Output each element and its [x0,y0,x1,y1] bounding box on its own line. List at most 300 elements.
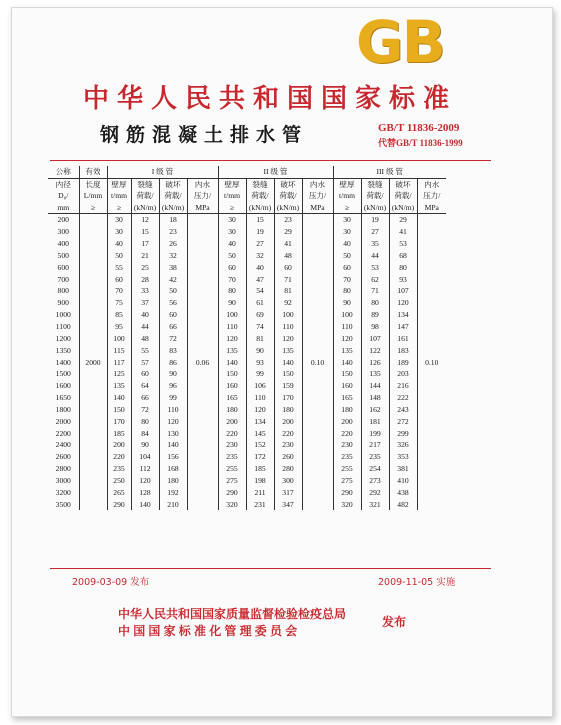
cell-break-load: 168 [159,463,187,475]
header-pressure: 内水 [302,178,333,190]
cell-break-load: 48 [274,250,302,262]
header-crack-kn: (kN/m) [246,202,274,214]
cell-break-load: 260 [274,451,302,463]
cell-water-pressure [302,238,333,250]
cell-crack-load: 40 [131,309,159,321]
cell-diameter: 2600 [55,452,71,462]
cell-wall-thickness: 220 [218,427,246,439]
cell-wall-thickness: 235 [218,451,246,463]
cell-break-load: 243 [389,404,417,416]
cell-water-pressure [417,214,446,226]
cell-crack-load: 122 [361,344,389,356]
cell-water-pressure [417,439,446,451]
cell-crack-load: 181 [361,415,389,427]
cell-break-load: 180 [274,404,302,416]
cell-water-pressure [187,439,218,451]
cell-break-load: 183 [389,344,417,356]
header-length-2: 长度 [79,178,107,190]
cell-crack-load: 54 [246,285,274,297]
cell-effective-length [79,261,107,273]
cell-crack-load: 321 [361,498,389,510]
cell-diameter: 900 [57,298,69,308]
cell-crack-load: 144 [361,380,389,392]
cell-wall-thickness: 90 [218,297,246,309]
cell-break-load: 220 [274,427,302,439]
table-row [48,451,446,463]
header-wall: 壁厚 [333,178,361,190]
header-break-kn: (kN/m) [159,202,187,214]
cell-crack-load: 74 [246,321,274,333]
cell-break-load: 68 [389,250,417,262]
cell-water-pressure [187,498,218,510]
cell-wall-thickness: 265 [107,486,131,498]
cell-break-load: 438 [389,486,417,498]
cell-crack-load: 106 [246,380,274,392]
cell-break-load: 192 [159,486,187,498]
cell-wall-thickness: 60 [107,273,131,285]
cell-wall-thickness: 290 [218,486,246,498]
cell-break-load: 210 [159,498,187,510]
cell-crack-load: 145 [246,427,274,439]
product-title: 钢筋混凝土排水管 [100,124,309,146]
issuer-aqsiq: 中华人民共和国国家质量监督检验检疫总局 [118,607,347,621]
cell-break-load: 170 [274,392,302,404]
header-wall-unit: t/mm [218,190,246,202]
cell-wall-thickness: 320 [333,498,361,510]
cell-break-load: 120 [159,415,187,427]
cell-break-load: 130 [159,427,187,439]
cell-wall-thickness: 150 [218,368,246,380]
cell-water-pressure [187,238,218,250]
cell-crack-load: 112 [131,463,159,475]
table-row [48,332,446,344]
cell-wall-thickness: 275 [333,475,361,487]
cell-diameter: 500 [57,250,69,260]
issue-date: 2009-03-09 发布 [72,577,150,588]
cell-effective-length [79,463,107,475]
header-pressure-unit: 压力/ [187,190,218,202]
header-crack-unit: 荷载/ [361,190,389,202]
cell-break-load: 93 [389,273,417,285]
cell-crack-load: 98 [361,321,389,333]
header-crack-kn: (kN/m) [361,202,389,214]
cell-diameter: 1000 [55,310,71,320]
cell-crack-load: 44 [131,321,159,333]
cell-water-pressure [417,475,446,487]
cell-crack-load: 231 [246,498,274,510]
header-diameter-2: 内径 [55,179,71,189]
cell-crack-load: 60 [131,368,159,380]
header-pressure-mpa: MPa [302,202,333,214]
cell-wall-thickness: 150 [107,404,131,416]
cell-break-load: 140 [274,356,302,368]
cell-water-pressure [187,285,218,297]
cell-wall-thickness: 85 [107,309,131,321]
cell-crack-load: 81 [246,332,274,344]
table-row [48,427,446,439]
cell-break-load: 38 [159,261,187,273]
cell-crack-load: 33 [131,285,159,297]
cell-break-load: 86 [159,356,187,368]
cell-wall-thickness: 200 [333,415,361,427]
cell-diameter: 400 [57,239,69,249]
header-break-unit: 荷载/ [274,190,302,202]
cell-wall-thickness: 255 [333,463,361,475]
table-row [48,226,446,238]
cell-effective-length [79,344,107,356]
cell-water-pressure [417,273,446,285]
cell-water-pressure: 0.10 [417,356,446,368]
header-crack: 裂缝 [131,178,159,190]
cell-water-pressure [187,368,218,380]
cell-wall-thickness: 160 [218,380,246,392]
cell-diameter: 800 [57,286,69,296]
cell-wall-thickness: 110 [333,321,361,333]
cell-effective-length [79,415,107,427]
cell-diameter: 3000 [55,475,71,485]
cell-break-load: 410 [389,475,417,487]
cell-wall-thickness: 165 [333,392,361,404]
cell-wall-thickness: 30 [218,214,246,226]
table-row [48,238,446,250]
cell-wall-thickness: 55 [107,261,131,273]
cell-break-load: 60 [159,309,187,321]
cell-diameter: 300 [57,227,69,237]
cell-wall-thickness: 30 [218,226,246,238]
cell-break-load: 299 [389,427,417,439]
cell-break-load: 317 [274,486,302,498]
cell-water-pressure [417,285,446,297]
cell-crack-load: 15 [131,226,159,238]
header-wall-unit: t/mm [333,190,361,202]
cell-break-load: 159 [274,380,302,392]
cell-diameter: 1500 [55,369,71,379]
cell-crack-load: 21 [131,250,159,262]
cell-crack-load: 19 [361,214,389,226]
cell-break-load: 161 [389,332,417,344]
cell-crack-load: 152 [246,439,274,451]
cell-crack-load: 235 [361,451,389,463]
header-pressure-mpa: MPa [187,202,218,214]
cell-water-pressure [417,404,446,416]
header-break-kn: (kN/m) [274,202,302,214]
cell-wall-thickness: 290 [107,498,131,510]
cell-wall-thickness: 220 [333,427,361,439]
cell-water-pressure [302,463,333,475]
cell-effective-length [79,226,107,238]
cell-crack-load: 27 [246,238,274,250]
header-diameter-4: mm [48,202,79,214]
pipe-spec-rows [48,214,446,511]
cell-wall-thickness: 165 [218,392,246,404]
cell-effective-length [79,404,107,416]
cell-break-load: 92 [274,297,302,309]
cell-break-load: 347 [274,498,302,510]
cell-water-pressure [187,321,218,333]
cell-crack-load: 148 [361,392,389,404]
cell-water-pressure [302,451,333,463]
cell-wall-thickness: 160 [333,380,361,392]
cell-crack-load: 47 [246,273,274,285]
table-row [48,415,446,427]
cell-wall-thickness: 30 [107,226,131,238]
cell-crack-load: 80 [131,415,159,427]
cell-wall-thickness: 75 [107,297,131,309]
cell-crack-load: 211 [246,486,274,498]
header-crack-unit: 荷载/ [131,190,159,202]
cell-crack-load: 120 [246,404,274,416]
cell-break-load: 300 [274,475,302,487]
cell-break-load: 29 [389,214,417,226]
table-row [48,285,446,297]
cell-break-load: 134 [389,309,417,321]
cell-water-pressure [417,380,446,392]
cell-water-pressure [417,415,446,427]
table-row [48,273,446,285]
standard-title: 中华人民共和国国家标准 [82,84,457,114]
cell-water-pressure: 0.06 [187,356,218,368]
cell-crack-load: 64 [131,380,159,392]
cell-water-pressure [417,297,446,309]
cell-wall-thickness: 60 [218,261,246,273]
cell-diameter: 1400 [55,357,71,367]
cell-effective-length [79,439,107,451]
cell-wall-thickness: 150 [333,368,361,380]
cell-break-load: 280 [274,463,302,475]
cell-water-pressure [417,463,446,475]
cell-effective-length [79,297,107,309]
cell-effective-length [79,486,107,498]
cell-wall-thickness: 30 [333,214,361,226]
cell-water-pressure [302,344,333,356]
cell-effective-length [79,427,107,439]
cell-diameter: 600 [57,262,69,272]
cell-crack-load: 199 [361,427,389,439]
cell-break-load: 203 [389,368,417,380]
cell-water-pressure [187,344,218,356]
cell-break-load: 23 [159,226,187,238]
cell-wall-thickness: 200 [218,415,246,427]
cell-break-load: 96 [159,380,187,392]
cell-crack-load: 66 [131,392,159,404]
cell-break-load: 66 [159,321,187,333]
cell-diameter: 2200 [55,428,71,438]
cell-water-pressure [417,261,446,273]
cell-diameter: 3500 [55,499,71,509]
cell-crack-load: 27 [361,226,389,238]
cell-water-pressure [187,415,218,427]
cell-wall-thickness: 80 [333,285,361,297]
cell-water-pressure [302,226,333,238]
cell-water-pressure [302,321,333,333]
header-break-kn: (kN/m) [389,202,417,214]
cell-water-pressure [302,415,333,427]
cell-break-load: 42 [159,273,187,285]
table-row [48,356,446,368]
cell-break-load: 147 [389,321,417,333]
cell-crack-load: 93 [246,356,274,368]
cell-water-pressure [187,463,218,475]
cell-crack-load: 162 [361,404,389,416]
cell-break-load: 80 [389,261,417,273]
cell-wall-thickness: 100 [218,309,246,321]
cell-wall-thickness: 135 [107,380,131,392]
cell-water-pressure [187,475,218,487]
cell-diameter: 200 [57,215,69,225]
cell-effective-length [79,475,107,487]
cell-diameter: 1100 [55,322,71,332]
cell-wall-thickness: 80 [218,285,246,297]
cell-crack-load: 25 [131,261,159,273]
cell-break-load: 23 [274,214,302,226]
cell-water-pressure [302,250,333,262]
cell-wall-thickness: 70 [218,273,246,285]
header-length-1: 有效 [79,166,107,178]
cell-water-pressure [302,392,333,404]
cell-break-load: 72 [159,332,187,344]
header-pressure: 内水 [187,178,218,190]
cell-break-load: 99 [159,392,187,404]
cell-water-pressure [302,427,333,439]
cell-water-pressure [302,285,333,297]
cell-crack-load: 32 [246,250,274,262]
cell-wall-thickness: 275 [218,475,246,487]
cell-wall-thickness: 290 [333,486,361,498]
implementation-date: 2009-11-05 实施 [378,577,456,588]
cell-break-load: 120 [274,332,302,344]
cell-wall-thickness: 140 [333,356,361,368]
cell-break-load: 107 [389,285,417,297]
cell-break-load: 200 [274,415,302,427]
table-row [48,498,446,510]
cell-crack-load: 69 [246,309,274,321]
cell-water-pressure [187,451,218,463]
replaces-standard: 代替GB/T 11836-1999 [378,138,463,148]
cell-water-pressure [417,427,446,439]
cell-effective-length [79,250,107,262]
cell-crack-load: 53 [361,261,389,273]
cell-diameter: 1800 [55,404,71,414]
cell-crack-load: 71 [361,285,389,297]
cell-crack-load: 99 [246,368,274,380]
cell-crack-load: 37 [131,297,159,309]
cell-wall-thickness: 30 [333,226,361,238]
cell-water-pressure [302,404,333,416]
cell-break-load: 120 [389,297,417,309]
cell-crack-load: 135 [361,368,389,380]
cell-water-pressure [187,380,218,392]
header-wall: 壁厚 [218,178,246,190]
cell-water-pressure [302,380,333,392]
cell-wall-thickness: 120 [333,332,361,344]
cell-crack-load: 90 [131,439,159,451]
cell-water-pressure [302,475,333,487]
cell-wall-thickness: 200 [107,439,131,451]
group-header-class-1: I 级 管 [107,166,218,178]
table-row [48,475,446,487]
cell-wall-thickness: 120 [218,332,246,344]
cell-diameter: 2400 [55,440,71,450]
cell-diameter: 3200 [55,487,71,497]
issue-word: 发布 [382,615,407,629]
table-row [48,380,446,392]
bottom-rule [50,568,491,569]
table-row [48,439,446,451]
cell-crack-load: 40 [246,261,274,273]
cell-effective-length [79,380,107,392]
cell-water-pressure [302,309,333,321]
cell-effective-length [79,368,107,380]
cell-water-pressure [417,451,446,463]
cell-break-load: 180 [159,475,187,487]
cell-wall-thickness: 50 [333,250,361,262]
cell-crack-load: 48 [131,332,159,344]
cell-wall-thickness: 230 [333,439,361,451]
header-wall-min: ≥ [107,202,131,214]
cell-effective-length [79,332,107,344]
cell-crack-load: 90 [246,344,274,356]
cell-water-pressure [417,486,446,498]
cell-break-load: 110 [274,321,302,333]
cell-water-pressure [187,332,218,344]
cell-wall-thickness: 100 [107,332,131,344]
cell-wall-thickness: 185 [107,427,131,439]
cell-crack-load: 44 [361,250,389,262]
cell-water-pressure [417,309,446,321]
cell-diameter: 2800 [55,464,71,474]
cell-break-load: 272 [389,415,417,427]
cell-water-pressure [302,214,333,226]
cell-break-load: 482 [389,498,417,510]
header-pressure-unit: 压力/ [302,190,333,202]
cell-water-pressure [417,392,446,404]
cell-crack-load: 273 [361,475,389,487]
pipe-spec-table [48,166,446,510]
cell-wall-thickness: 50 [218,250,246,262]
cell-break-load: 189 [389,356,417,368]
cell-effective-length [79,285,107,297]
cell-wall-thickness: 30 [107,214,131,226]
cell-water-pressure [302,368,333,380]
cell-break-load: 326 [389,439,417,451]
cell-effective-length: 2000 [79,356,107,368]
cell-water-pressure [417,498,446,510]
cell-wall-thickness: 60 [333,261,361,273]
cell-wall-thickness: 255 [218,463,246,475]
cell-wall-thickness: 180 [333,404,361,416]
cell-water-pressure [417,368,446,380]
cell-wall-thickness: 90 [333,297,361,309]
header-length-4: ≥ [79,202,107,214]
table-row [48,321,446,333]
header-crack: 裂缝 [361,178,389,190]
cell-water-pressure [187,309,218,321]
cell-wall-thickness: 40 [107,238,131,250]
cell-water-pressure [302,332,333,344]
cell-crack-load: 19 [246,226,274,238]
header-wall-min: ≥ [333,202,361,214]
cell-crack-load: 15 [246,214,274,226]
table-row [48,486,446,498]
header-wall-min: ≥ [218,202,246,214]
table-row [48,404,446,416]
cell-water-pressure [302,439,333,451]
cell-wall-thickness: 235 [107,463,131,475]
cell-wall-thickness: 40 [333,238,361,250]
cell-crack-load: 12 [131,214,159,226]
cell-water-pressure [187,392,218,404]
issuer-sac: 中国国家标准化管理委员会 [118,624,301,638]
